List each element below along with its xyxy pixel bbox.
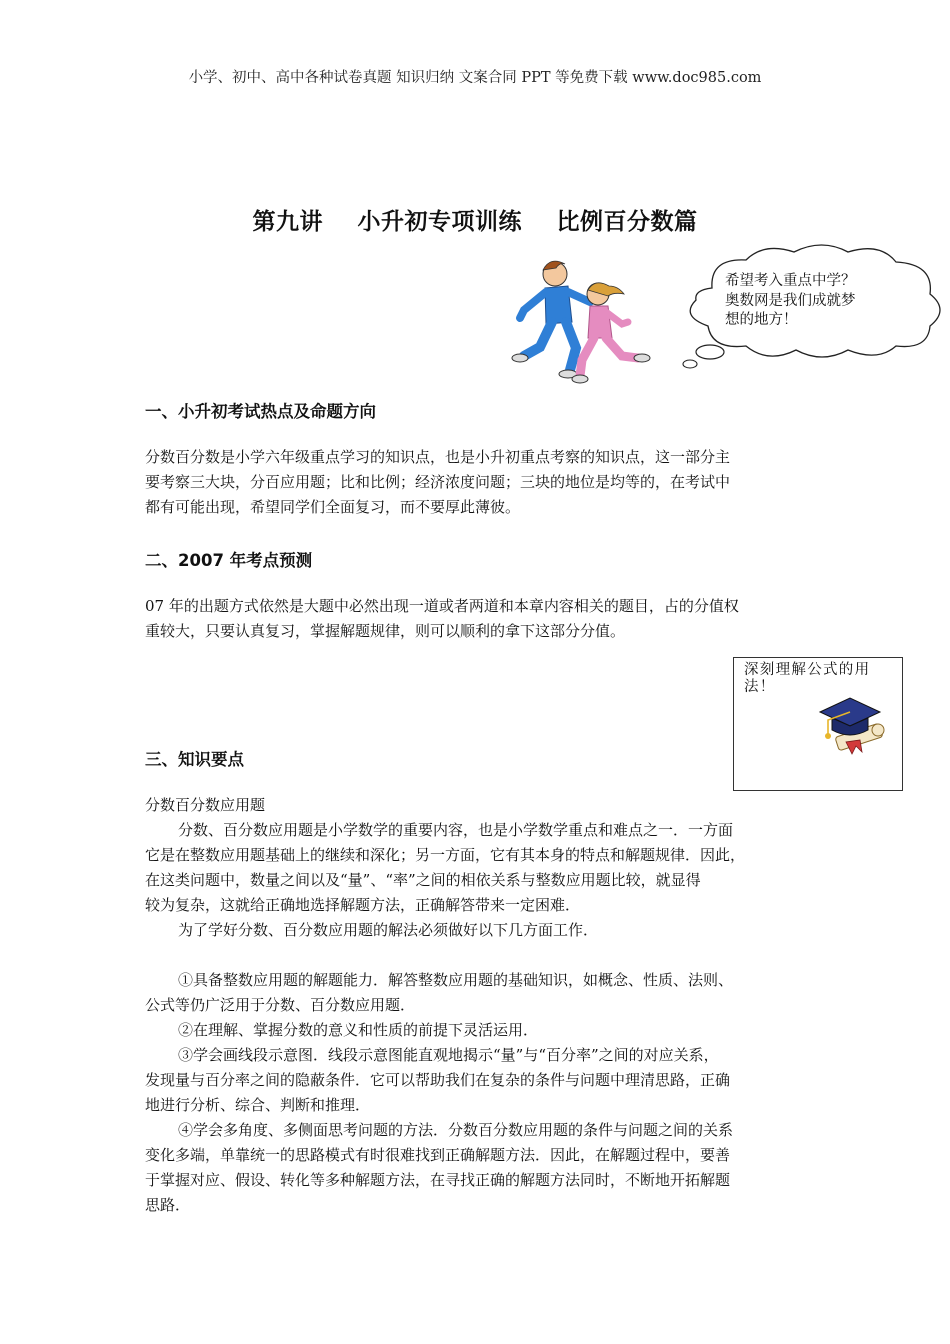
list-item: ③学会画线段示意图．线段示意图能直观地揭示“量”与“百分率”之间的对应关系， <box>178 1046 719 1064</box>
section2-heading: 二、2007 年考点预测 <box>145 551 313 570</box>
tip-line: 法！ <box>744 679 776 695</box>
section2-paragraph <box>145 594 810 644</box>
text-line: 变化多端，单靠统一的思路模式有时很难找到正确解题方法．因此，在解题过程中，要善 <box>145 1146 731 1164</box>
list-item: ②在理解、掌握分数的意义和性质的前提下灵活运用． <box>178 1021 539 1039</box>
text-line: 07 年的出题方式依然是大题中必然出现一道或者两道和本章内容相关的题目，占的分值权 <box>145 597 739 615</box>
page-header: 小学、初中、高中各种试卷真题 知识归纳 文案合同 PPT 等免费下载 www.doc985.com <box>188 70 762 86</box>
running-kids-icon <box>510 252 655 387</box>
title-part1: 第九讲 <box>252 209 323 235</box>
section3-heading: 三、知识要点 <box>145 750 244 769</box>
blank-line <box>145 943 810 968</box>
title-part3: 比例百分数篇 <box>556 209 698 235</box>
text-line: 为了学好分数、百分数应用题的解法必须做好以下几方面工作． <box>178 921 599 939</box>
text-line: 于掌握对应、假设、转化等多种解题方法，在寻找正确的解题方法同时，不断地开拓解题 <box>145 1171 731 1189</box>
text-line: 地进行分析、综合、判断和推理． <box>145 1096 371 1114</box>
text-line: 分数百分数是小学六年级重点学习的知识点，也是小升初重点考察的知识点，这一部分主 <box>145 448 731 466</box>
cloud-line: 奥数网是我们成就梦 <box>725 292 856 309</box>
text-line: 都有可能出现，希望同学们全面复习，而不要厚此薄彼。 <box>145 498 521 516</box>
cloud-line: 希望考入重点中学？ <box>725 273 856 289</box>
page-title <box>0 203 950 236</box>
text-line: 较为复杂，这就给正确地选择解题方法，正确解答带来一定困难． <box>145 896 581 914</box>
subtitle: 分数百分数应用题 <box>145 796 266 814</box>
cloud-line: 想的地方！ <box>725 312 798 328</box>
text-line: 要考察三大块，分百应用题；比和比例；经济浓度问题；三块的地位是均等的，在考试中 <box>145 473 731 491</box>
text-line: 公式等仍广泛用于分数、百分数应用题． <box>145 996 416 1014</box>
text-line: 它是在整数应用题基础上的继续和深化；另一方面，它有其本身的特点和解题规律．因此， <box>145 846 746 864</box>
list-item: ①具备整数应用题的解题能力．解答整数应用题的基础知识，如概念、性质、法则、 <box>178 971 734 989</box>
cloud-text <box>725 272 885 331</box>
tip-line: 深刻理解公式的用 <box>744 662 871 678</box>
text-line: 在这类问题中，数量之间以及“量”、“率”之间的相依关系与整数应用题比较，就显得 <box>145 871 701 889</box>
title-part2: 小升初专项训练 <box>357 209 522 235</box>
section3-body <box>145 793 810 1218</box>
text-line: 重较大，只要认真复习，掌握解题规律，则可以顺利的拿下这部分分值。 <box>145 622 626 640</box>
section1-heading: 一、小升初考试热点及命题方向 <box>145 402 376 421</box>
section1-paragraph <box>145 445 810 520</box>
text-line: 思路． <box>145 1196 191 1214</box>
graduation-cap-icon <box>816 690 890 758</box>
text-line: 分数、百分数应用题是小学数学的重要内容，也是小学数学重点和难点之一．一方面 <box>178 821 734 839</box>
text-line: 发现量与百分率之间的隐蔽条件．它可以帮助我们在复杂的条件与问题中理清思路，正确 <box>145 1071 731 1089</box>
list-item: ④学会多角度、多侧面思考问题的方法．分数百分数应用题的条件与问题之间的关系 <box>178 1121 734 1139</box>
